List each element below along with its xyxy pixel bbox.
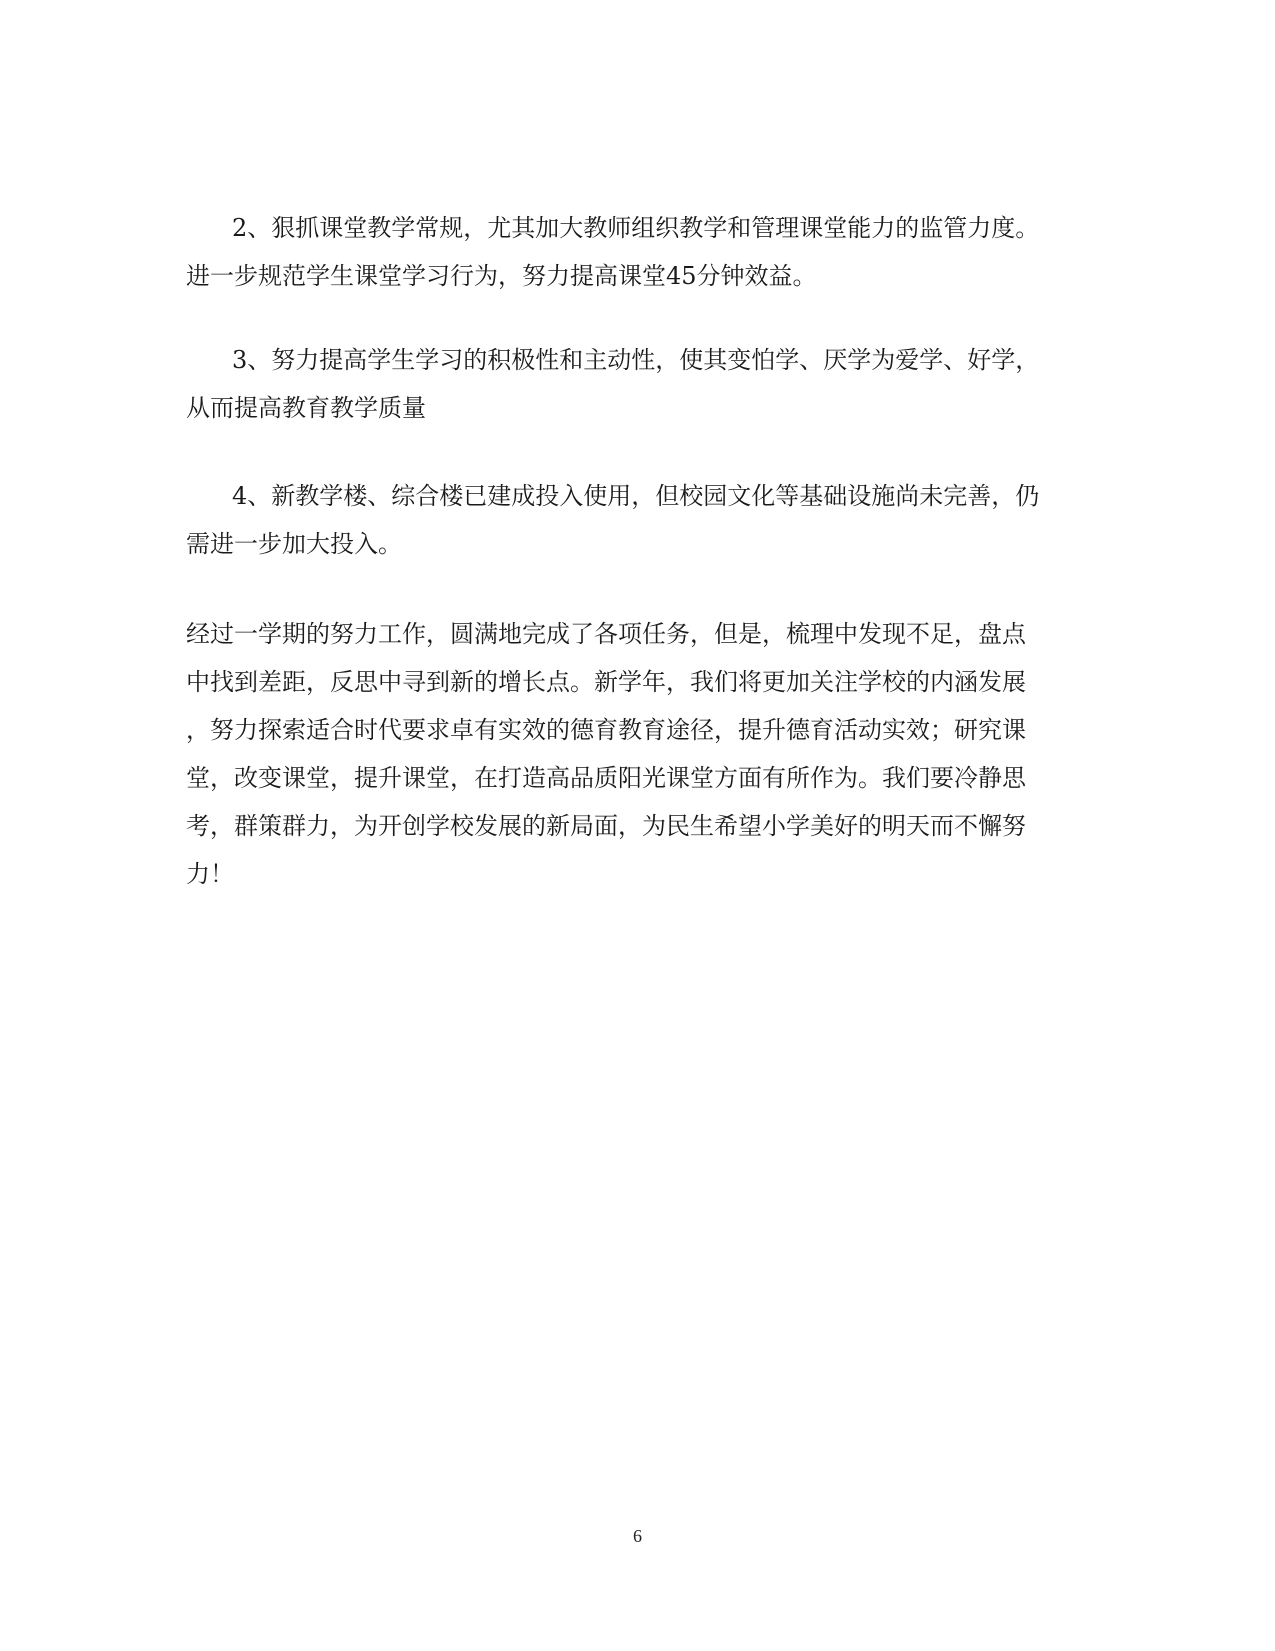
paragraph-item-2 <box>186 204 1086 300</box>
paragraph-line: 3、努力提高学生学习的积极性和主动性，使其变怕学、厌学为爱学、好学， <box>232 346 1040 374</box>
paragraph-line: 4、新教学楼、综合楼已建成投入使用，但校园文化等基础设施尚未完善，仍 <box>232 482 1040 510</box>
paragraph-line: 进一步规范学生课堂学习行为，努力提高课堂45分钟效益。 <box>186 262 817 290</box>
paragraph-item-4 <box>186 472 1086 568</box>
paragraph-item-3 <box>186 336 1086 432</box>
paragraph-line: ，努力探索适合时代要求卓有实效的德育教育途径，提升德育活动实效；研究课 <box>186 716 1026 744</box>
paragraph-line: 考，群策群力，为开创学校发展的新局面，为民生希望小学美好的明天而不懈努 <box>186 812 1026 840</box>
paragraph-line: 堂，改变课堂，提升课堂，在打造高品质阳光课堂方面有所作为。我们要冷静思 <box>186 764 1026 792</box>
paragraph-summary <box>186 610 1086 898</box>
paragraph-line: 中找到差距，反思中寻到新的增长点。新学年，我们将更加关注学校的内涵发展 <box>186 668 1026 696</box>
paragraph-line: 2、狠抓课堂教学常规，尤其加大教师组织教学和管理课堂能力的监管力度。 <box>232 214 1040 242</box>
page-number: 6 <box>633 1526 642 1546</box>
paragraph-line: 需进一步加大投入。 <box>186 530 402 558</box>
paragraph-line: 力！ <box>186 860 234 888</box>
paragraph-line: 从而提高教育教学质量 <box>186 394 426 422</box>
paragraph-line: 经过一学期的努力工作，圆满地完成了各项任务，但是，梳理中发现不足，盘点 <box>186 620 1026 648</box>
